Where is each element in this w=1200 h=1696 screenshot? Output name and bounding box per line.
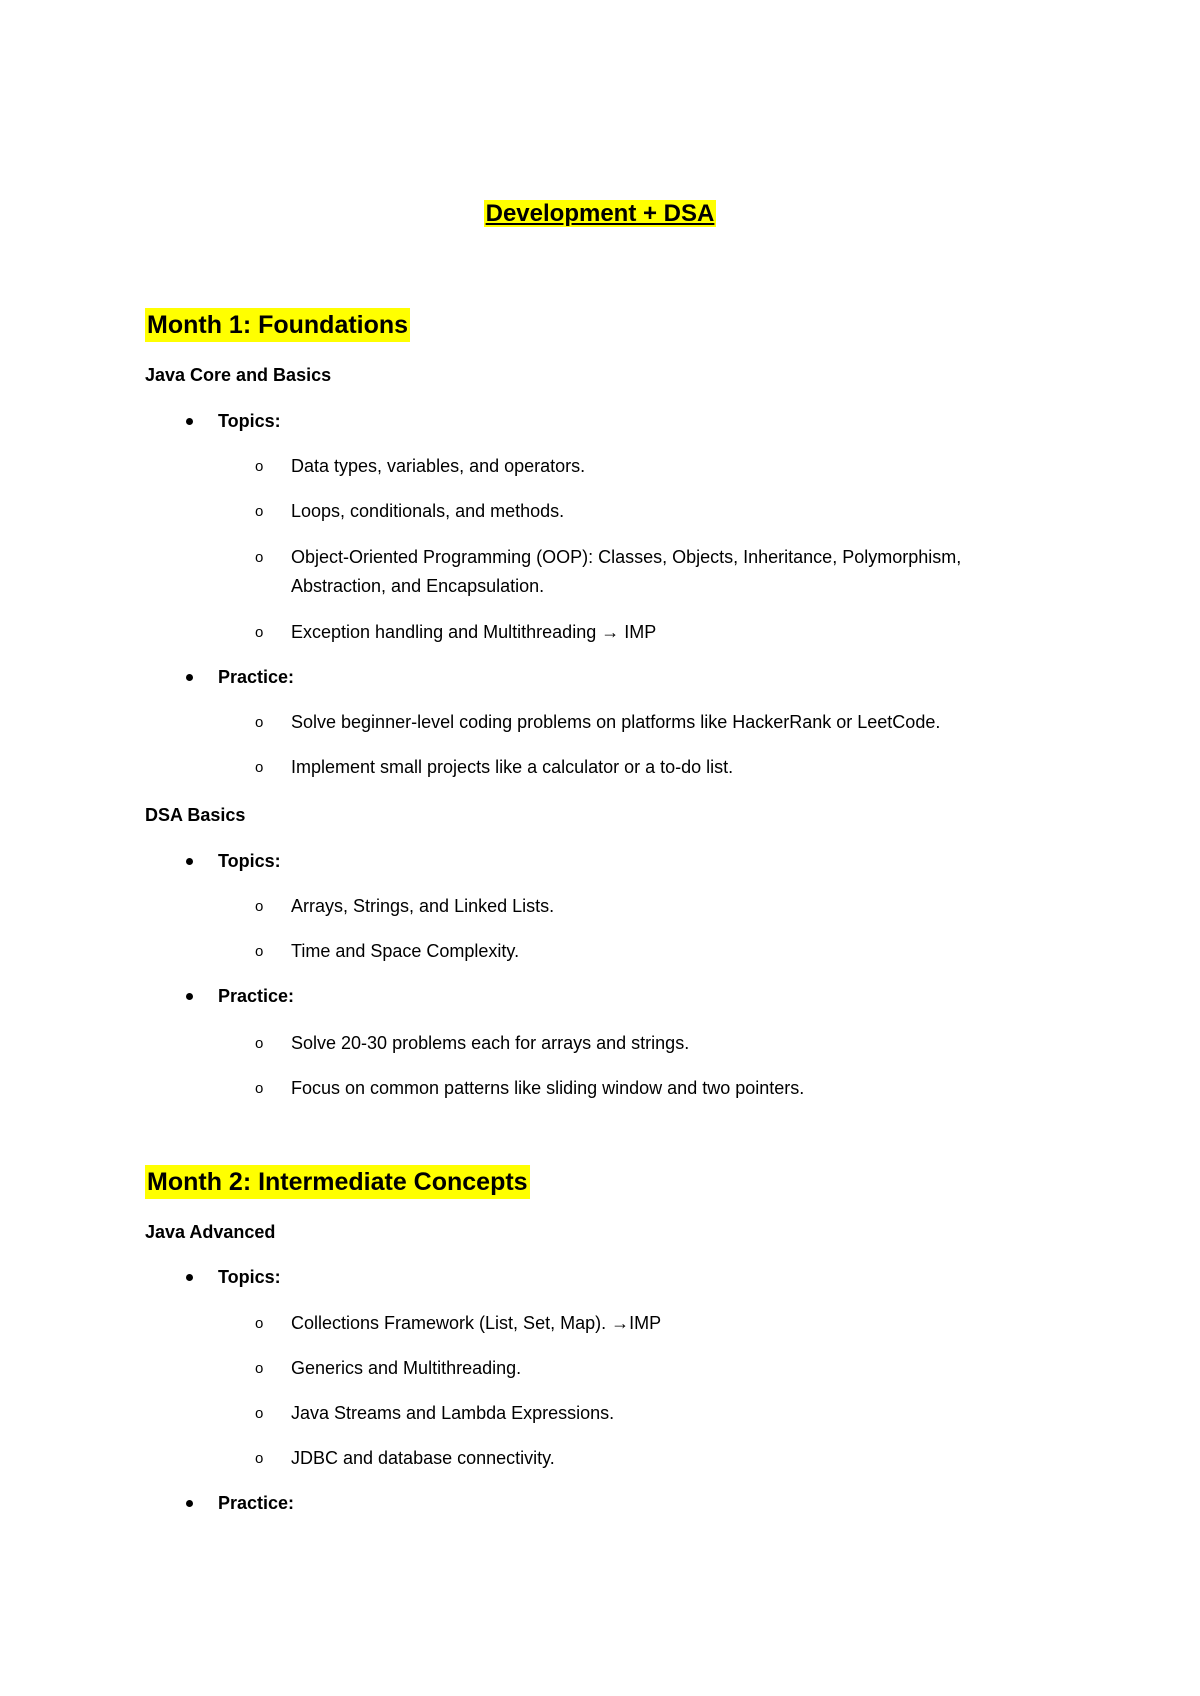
list-item-text: Time and Space Complexity. bbox=[291, 941, 520, 961]
sub-bullet-icon: o bbox=[255, 759, 264, 776]
list-item-text: Arrays, Strings, and Linked Lists. bbox=[291, 896, 555, 916]
list-item-text: Object-Oriented Programming (OOP): Classes, Objects, Inheritance, Polymorphism, bbox=[291, 547, 962, 567]
list-item-text: Java Streams and Lambda Expressions. bbox=[291, 1403, 615, 1423]
bullet-dot bbox=[186, 858, 193, 865]
sub-bullet-icon: o bbox=[255, 1080, 264, 1097]
bullet-label: Topics: bbox=[218, 411, 281, 431]
sub-bullet-icon: o bbox=[255, 624, 264, 641]
list-item-text: Solve 20-30 problems each for arrays and strings. bbox=[291, 1033, 690, 1053]
bullet-label: Practice: bbox=[218, 986, 295, 1006]
list-item-main-text: Exception handling and Multithreading bbox=[291, 622, 597, 642]
sub-bullet-icon: o bbox=[255, 1360, 264, 1377]
sub-bullet-icon: o bbox=[255, 1405, 264, 1422]
month-2-heading bbox=[145, 1167, 530, 1197]
list-item-text: Solve beginner-level coding problems on platforms like HackerRank or LeetCode. bbox=[291, 712, 941, 732]
java-core-label: Java Core and Basics bbox=[145, 365, 332, 385]
sub-bullet-icon: o bbox=[255, 943, 264, 960]
list-item-text: Implement small projects like a calculator or a to-do list. bbox=[291, 757, 734, 777]
bullet-label: Practice: bbox=[218, 667, 295, 687]
document-title bbox=[0, 200, 1200, 228]
sub-bullet-icon: o bbox=[255, 1450, 264, 1467]
bullet-label: Practice: bbox=[218, 1493, 295, 1513]
bullet-dot bbox=[186, 418, 193, 425]
list-item-text: Abstraction, and Encapsulation. bbox=[291, 576, 545, 596]
list-item-text: Generics and Multithreading. bbox=[291, 1358, 522, 1378]
arrow-right-icon: → bbox=[601, 622, 620, 642]
dsa-basics-label: DSA Basics bbox=[145, 805, 246, 825]
list-item-text: Data types, variables, and operators. bbox=[291, 456, 586, 476]
list-item-text: JDBC and database connectivity. bbox=[291, 1448, 555, 1468]
sub-bullet-icon: o bbox=[255, 458, 264, 475]
imp-tag: IMP bbox=[629, 1313, 662, 1333]
month-1-heading bbox=[145, 310, 410, 340]
document-title-text: Development + DSA bbox=[485, 200, 715, 227]
bullet-label: Topics: bbox=[218, 1267, 281, 1287]
bullet-dot bbox=[186, 1500, 193, 1507]
arrow-right-icon: → bbox=[611, 1313, 630, 1333]
list-item-text: Loops, conditionals, and methods. bbox=[291, 501, 565, 521]
list-item-text bbox=[291, 1309, 1091, 1338]
sub-bullet-icon: o bbox=[255, 1315, 264, 1332]
list-item-text: Focus on common patterns like sliding window and two pointers. bbox=[291, 1078, 805, 1098]
imp-tag: IMP bbox=[624, 622, 657, 642]
month-2-heading-text: Month 2: Intermediate Concepts bbox=[145, 1165, 530, 1199]
sub-bullet-icon: o bbox=[255, 503, 264, 520]
sub-bullet-icon: o bbox=[255, 549, 264, 566]
month-1-heading-text: Month 1: Foundations bbox=[145, 308, 410, 342]
bullet-dot bbox=[186, 674, 193, 681]
list-item-main-text: Collections Framework (List, Set, Map). bbox=[291, 1313, 607, 1333]
bullet-label: Topics: bbox=[218, 851, 281, 871]
sub-bullet-icon: o bbox=[255, 1035, 264, 1052]
sub-bullet-icon: o bbox=[255, 898, 264, 915]
list-item-text bbox=[291, 618, 1091, 647]
sub-bullet-icon: o bbox=[255, 714, 264, 731]
bullet-dot bbox=[186, 993, 193, 1000]
bullet-dot bbox=[186, 1274, 193, 1281]
java-advanced-label: Java Advanced bbox=[145, 1222, 276, 1242]
